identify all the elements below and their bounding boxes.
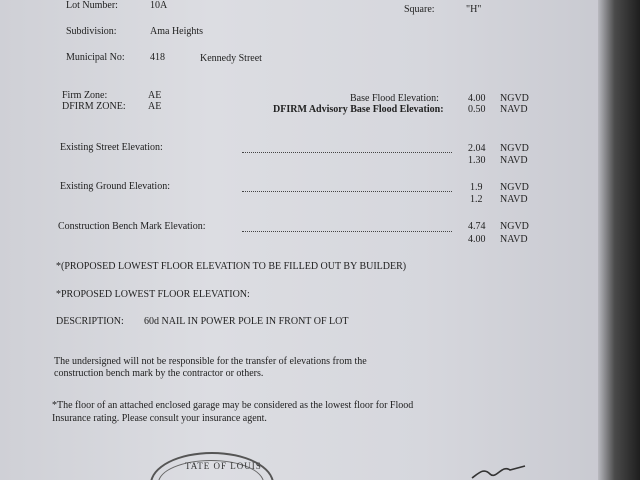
bench-elevation-navd-label: NAVD [500, 234, 528, 245]
ground-elevation-ngvd-label: NGVD [500, 182, 529, 193]
ground-elevation-navd-label: NAVD [500, 194, 528, 205]
dfirm-advisory-datum: NAVD [500, 104, 528, 115]
lot-number-label: Lot Number: [66, 0, 118, 11]
bench-elevation-ngvd: 4.74 [468, 221, 486, 232]
dfirm-zone-label: DFIRM ZONE: [62, 101, 126, 112]
base-flood-value: 4.00 [468, 93, 486, 104]
ground-elevation-ngvd: 1.9 [470, 182, 483, 193]
bench-elevation-navd: 4.00 [468, 234, 486, 245]
proposed-floor-label: *PROPOSED LOWEST FLOOR ELEVATION: [56, 289, 250, 300]
firm-zone-label: Firm Zone: [62, 90, 108, 101]
proposed-floor-note: *(PROPOSED LOWEST FLOOR ELEVATION TO BE FILLED OUT BY BUILDER) [56, 261, 407, 272]
street-elevation-ngvd: 2.04 [468, 143, 486, 154]
description-value: 60d NAIL IN POWER POLE IN FRONT OF LOT [144, 316, 349, 327]
disclaimer-line-1: The undersigned will not be responsible for the transfer of elevations from the [54, 356, 367, 367]
description-label: DESCRIPTION: [56, 316, 124, 327]
municipal-label: Municipal No: [66, 52, 125, 63]
base-flood-label: Base Flood Elevation: [350, 93, 439, 104]
dfirm-zone-value: AE [148, 101, 162, 112]
bench-elevation-ngvd-label: NGVD [500, 221, 529, 232]
street-elevation-label: Existing Street Elevation: [60, 142, 163, 153]
bench-elevation-leader [242, 230, 452, 232]
garage-note-line-2: Insurance rating. Please consult your insurance agent. [52, 413, 267, 424]
street-elevation-navd: 1.30 [468, 155, 486, 166]
street-elevation-leader [242, 151, 452, 153]
firm-zone-value: AE [148, 90, 162, 101]
municipal-street: Kennedy Street [200, 53, 262, 64]
street-elevation-navd-label: NAVD [500, 155, 528, 166]
engineer-seal-text: TATE OF LOUIS [185, 461, 262, 471]
subdivision-value: Ama Heights [150, 26, 204, 37]
subdivision-label: Subdivision: [66, 26, 117, 37]
ground-elevation-leader [242, 190, 452, 192]
square-value: "H" [466, 4, 482, 15]
page-edge-shadow [598, 0, 640, 480]
bench-elevation-label: Construction Bench Mark Elevation: [58, 221, 206, 232]
dfirm-advisory-value: 0.50 [468, 104, 486, 115]
garage-note-line-1: *The floor of an attached enclosed garage may be considered as the lowest floor for Flood [52, 400, 414, 411]
signature-mark [470, 462, 530, 480]
dfirm-advisory-label: DFIRM Advisory Base Flood Elevation: [273, 104, 444, 115]
square-label: Square: [404, 4, 435, 15]
lot-number-value: 10A [150, 0, 168, 11]
base-flood-datum: NGVD [500, 93, 529, 104]
street-elevation-ngvd-label: NGVD [500, 143, 529, 154]
ground-elevation-label: Existing Ground Elevation: [60, 181, 170, 192]
municipal-number: 418 [150, 52, 165, 63]
ground-elevation-navd: 1.2 [470, 194, 483, 205]
disclaimer-line-2: construction bench mark by the contractor or others. [54, 368, 264, 379]
